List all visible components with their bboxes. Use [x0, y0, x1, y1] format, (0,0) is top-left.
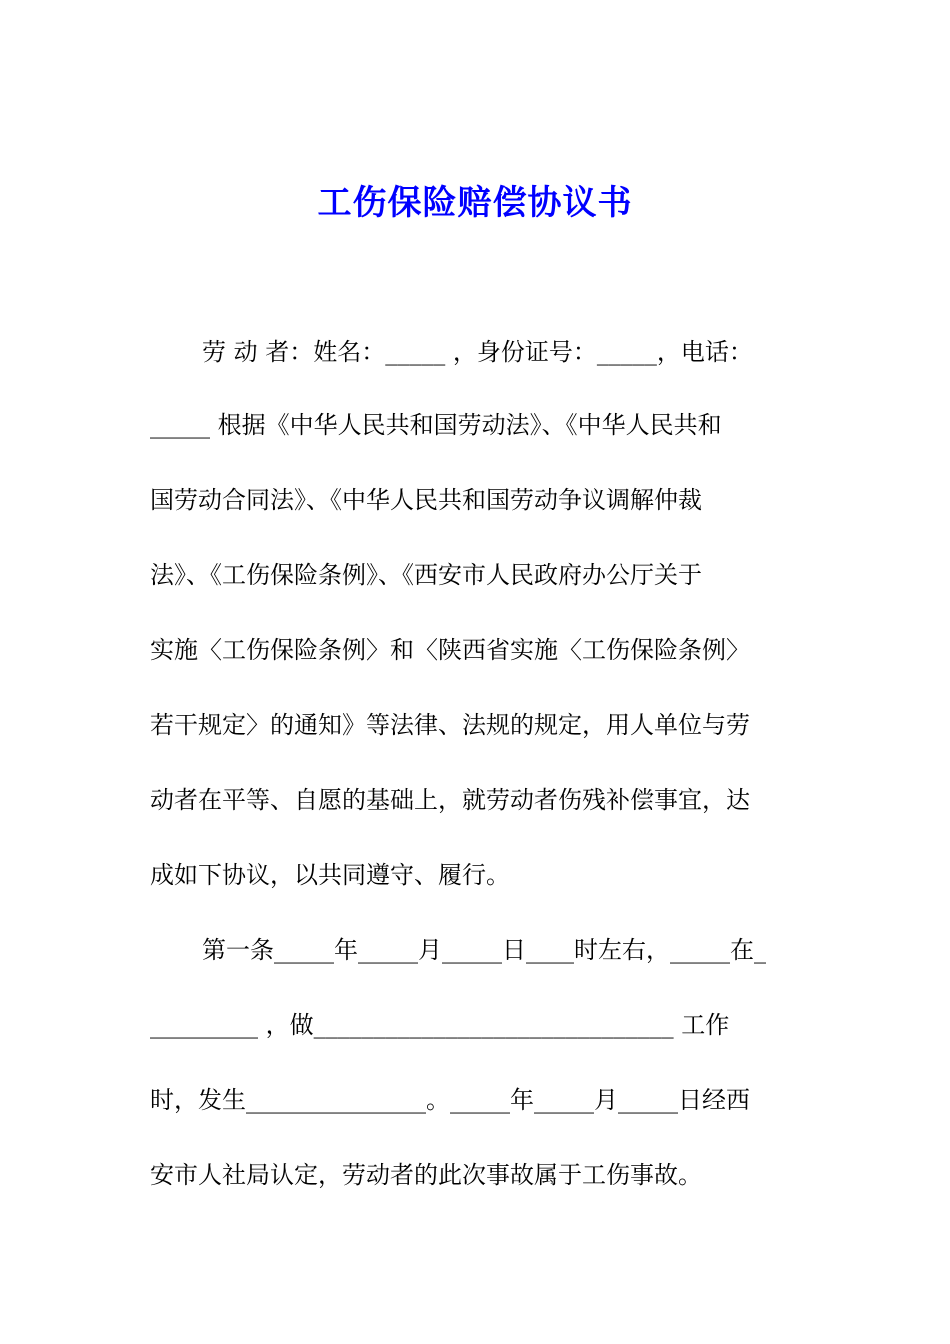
paragraph-line: 动者在平等、自愿的基础上，就劳动者伤残补偿事宜，达 — [150, 786, 750, 814]
document-title: 工伤保险赔偿协议书 — [317, 183, 633, 223]
paragraph-line: 若干规定〉的通知》等法律、法规的规定，用人单位与劳 — [150, 711, 750, 739]
paragraph-line: 国劳动合同法》、《中华人民共和国劳动争议调解仲裁 — [150, 486, 702, 514]
paragraph-line: 法》、《工伤保险条例》、《西安市人民政府办公厅关于 — [150, 561, 702, 589]
article-line: 时，发生_______________。_____年_____月_____日经西 — [150, 1086, 750, 1114]
paragraph-line: 实施〈工伤保险条例〉和〈陕西省实施〈工伤保险条例〉 — [150, 636, 750, 664]
paragraph-line: 成如下协议，以共同遵守、履行。 — [150, 861, 510, 889]
article-line: 安市人社局认定，劳动者的此次事故属于工伤事故。 — [150, 1161, 702, 1189]
article-line: _________ ，做______________________________ 工作 — [150, 1011, 730, 1039]
paragraph-line: 劳 动 者：姓名：_____ ，身份证号：_____，电话： — [202, 338, 753, 366]
article-line: 第一条_____年_____月_____日____时左右，_____在_ — [202, 936, 766, 964]
paragraph-line: _____ 根据《中华人民共和国劳动法》、《中华人民共和 — [150, 411, 722, 439]
